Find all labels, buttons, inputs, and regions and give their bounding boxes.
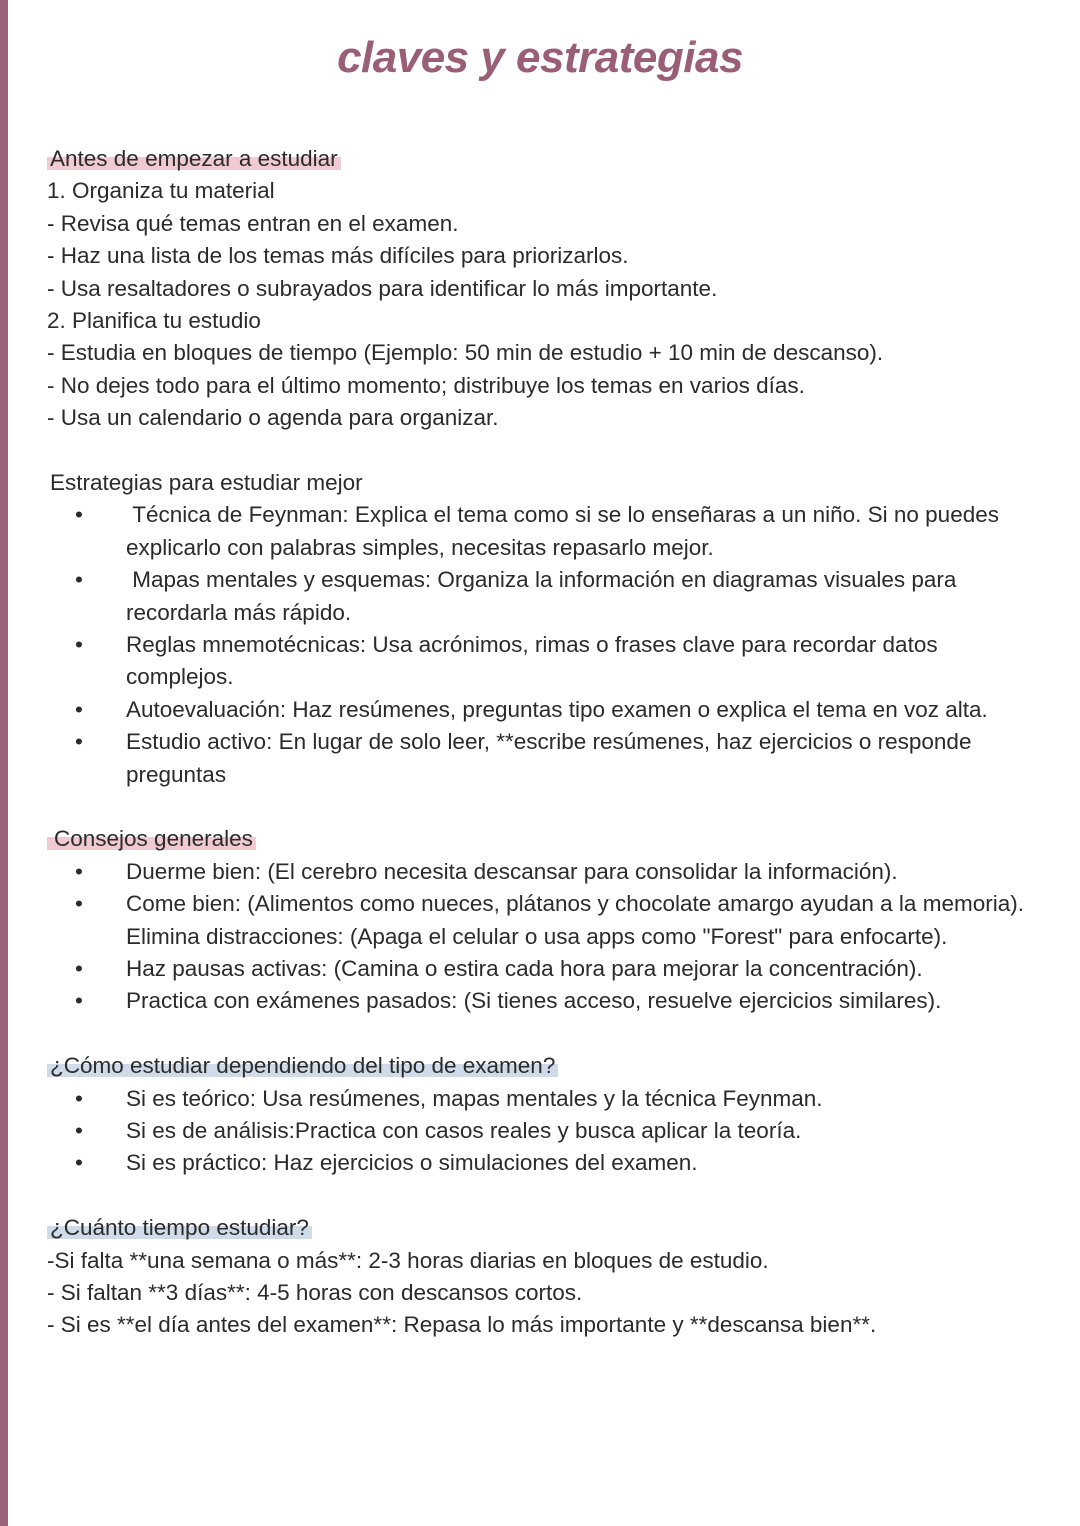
bullet-icon: •	[75, 988, 83, 1014]
list-item-text: Reglas mnemotécnicas: Usa acrónimos, rimas o frases clave para recordar datos complejos.	[126, 631, 938, 690]
bullet-icon: •	[75, 729, 83, 755]
text-line: -Si falta **una semana o más**: 2-3 horas diarias en bloques de estudio.	[47, 1247, 769, 1273]
bullet-icon: •	[75, 858, 83, 884]
list-item-text: Autoevaluación: Haz resúmenes, preguntas tipo examen o explica el tema en voz alta.	[126, 696, 988, 722]
list-item	[47, 629, 1026, 694]
bullet-icon: •	[75, 502, 83, 528]
bullet-icon: •	[75, 1150, 83, 1176]
section-heading-row	[47, 467, 1047, 499]
bullet-icon: •	[75, 955, 83, 981]
list-item	[47, 953, 1026, 985]
text-line: - Estudia en bloques de tiempo (Ejemplo: 50 min de estudio + 10 min de descanso).	[47, 340, 884, 366]
bullet-icon: •	[75, 1085, 83, 1111]
bullet-list-estrategias	[47, 499, 1047, 791]
list-item	[47, 985, 1026, 1017]
list-item-text: Si es práctico: Haz ejercicios o simulaciones del examen.	[126, 1150, 698, 1176]
section-heading-consejos: Consejos generales	[47, 828, 256, 850]
text-line: - No dejes todo para el último momento; distribuye los temas en varios días.	[47, 372, 805, 398]
bullet-icon: •	[75, 567, 83, 593]
text-line: - Revisa qué temas entran en el examen.	[47, 210, 459, 236]
section-heading-tiempo: ¿Cuánto tiempo estudiar?	[47, 1217, 312, 1239]
section-heading-row	[47, 143, 1047, 175]
text-line: - Si faltan **3 días**: 4-5 horas con descansos cortos.	[47, 1279, 583, 1305]
list-item-text: Duerme bien: (El cerebro necesita descansar para consolidar la información).	[126, 858, 898, 884]
list-item	[47, 856, 1026, 888]
section-heading-row	[47, 823, 1047, 855]
section-heading-antes: Antes de empezar a estudiar	[47, 148, 341, 170]
list-item	[47, 888, 1026, 953]
list-item-text: Practica con exámenes pasados: (Si tienes acceso, resuelve ejercicios similares).	[126, 988, 942, 1014]
text-line: - Usa resaltadores o subrayados para identificar lo más importante.	[47, 275, 718, 301]
bullet-icon: •	[75, 1117, 83, 1143]
list-item-text: Técnica de Feynman: Explica el tema como si se lo enseñaras a un niño. Si no puedes explicarlo con palabras simples, necesitas repasarlo mejor.	[126, 502, 999, 560]
bullet-icon: •	[75, 891, 83, 917]
text-line: - Haz una lista de los temas más difíciles para priorizarlos.	[47, 243, 629, 269]
bullet-list-consejos	[47, 856, 1047, 1018]
spacer	[47, 435, 1047, 467]
list-item	[47, 1147, 1026, 1179]
bullet-list-tipo-examen	[47, 1083, 1047, 1180]
list-item-text: Estudio activo: En lugar de solo leer, **escribe resúmenes, haz ejercicios o responde preguntas	[126, 729, 972, 787]
document-body	[47, 143, 1047, 1342]
spacer	[47, 1018, 1047, 1050]
section-heading-row	[47, 1212, 1047, 1244]
text-line: - Si es **el día antes del examen**: Repasa lo más importante y **descansa bien**.	[47, 1312, 877, 1338]
left-accent-bar	[0, 0, 8, 1526]
bullet-icon: •	[75, 696, 83, 722]
list-item	[47, 1083, 1026, 1115]
list-item-text: Haz pausas activas: (Camina o estira cada hora para mejorar la concentración).	[126, 955, 923, 981]
list-item-text: Mapas mentales y esquemas: Organiza la información en diagramas visuales para recordarla más rápido.	[126, 567, 957, 625]
page-title: claves y estrategias	[337, 33, 743, 82]
spacer	[47, 1180, 1047, 1212]
list-item	[47, 499, 1026, 564]
section-heading-tipo-examen: ¿Cómo estudiar dependiendo del tipo de examen?	[47, 1055, 558, 1077]
text-line: - Usa un calendario o agenda para organizar.	[47, 405, 499, 431]
list-item	[47, 726, 1026, 791]
bullet-icon: •	[75, 631, 83, 657]
list-item	[47, 564, 1026, 629]
text-line: 1. Organiza tu material	[47, 178, 275, 204]
section-heading-estrategias: Estrategias para estudiar mejor	[50, 469, 363, 495]
list-item	[47, 1115, 1026, 1147]
list-item-text: Come bien: (Alimentos como nueces, plátanos y chocolate amargo ayudan a la memoria). Elimina distracciones: (Apaga el celular o usa apps como "Forest" para enfocarte).	[126, 891, 1024, 949]
list-item	[47, 694, 1026, 726]
spacer	[47, 791, 1047, 823]
list-item-text: Si es de análisis:Practica con casos reales y busca aplicar la teoría.	[126, 1117, 802, 1143]
section-heading-row	[47, 1050, 1047, 1082]
list-item-text: Si es teórico: Usa resúmenes, mapas mentales y la técnica Feynman.	[126, 1085, 823, 1111]
text-line: 2. Planifica tu estudio	[47, 307, 261, 333]
